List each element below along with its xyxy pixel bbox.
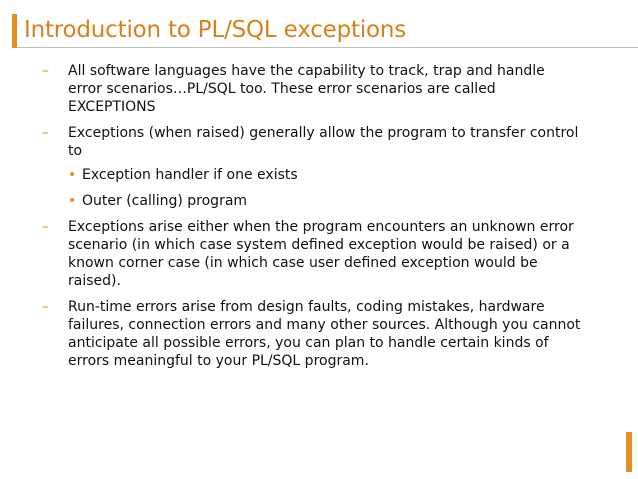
- bullet-item: [42, 218, 602, 290]
- bullet-list: [42, 62, 602, 378]
- bullet-item: [42, 298, 602, 370]
- bullet-item: [42, 62, 602, 116]
- corner-accent-bar: [626, 432, 632, 472]
- sub-bullet-text: Outer (calling) program: [82, 193, 248, 209]
- bullet-dash: –: [42, 125, 49, 141]
- sub-bullet-list: [68, 166, 602, 210]
- bullet-line: failures, connection errors and many other sources. Although you cannot: [68, 317, 581, 333]
- bullet-dash: –: [42, 63, 49, 79]
- sub-bullet-text: Exception handler if one exists: [82, 167, 298, 183]
- bullet-line: Exceptions arise either when the program encounters an unknown error: [68, 219, 574, 235]
- bullet-line: errors meaningful to your PL/SQL program.: [68, 353, 369, 369]
- bullet-line: error scenarios…PL/SQL too. These error scenarios are called: [68, 81, 496, 97]
- bullet-line: Run-time errors arise from design faults, coding mistakes, hardware: [68, 299, 545, 315]
- bullet-dot: •: [68, 193, 77, 209]
- bullet-line: EXCEPTIONS: [68, 99, 156, 115]
- bullet-dot: •: [68, 167, 77, 183]
- title-accent-bar: [12, 14, 17, 48]
- bullet-line: Exceptions (when raised) generally allow the program to transfer control: [68, 125, 579, 141]
- bullet-dash: –: [42, 219, 49, 235]
- sub-bullet-item: [68, 166, 602, 184]
- bullet-line: known corner case (in which case user defined exception would be: [68, 255, 538, 271]
- bullet-dash: –: [42, 299, 49, 315]
- bullet-item: [42, 124, 602, 210]
- bullet-line: raised).: [68, 273, 121, 289]
- slide-title: Introduction to PL/SQL exceptions: [24, 17, 407, 43]
- sub-bullet-item: [68, 192, 602, 210]
- bullet-line: anticipate all possible errors, you can plan to handle certain kinds of: [68, 335, 549, 351]
- bullet-line: scenario (in which case system defined exception would be raised) or a: [68, 237, 570, 253]
- title-divider: [17, 47, 638, 48]
- bullet-line: All software languages have the capability to track, trap and handle: [68, 63, 545, 79]
- bullet-line: to: [68, 143, 83, 159]
